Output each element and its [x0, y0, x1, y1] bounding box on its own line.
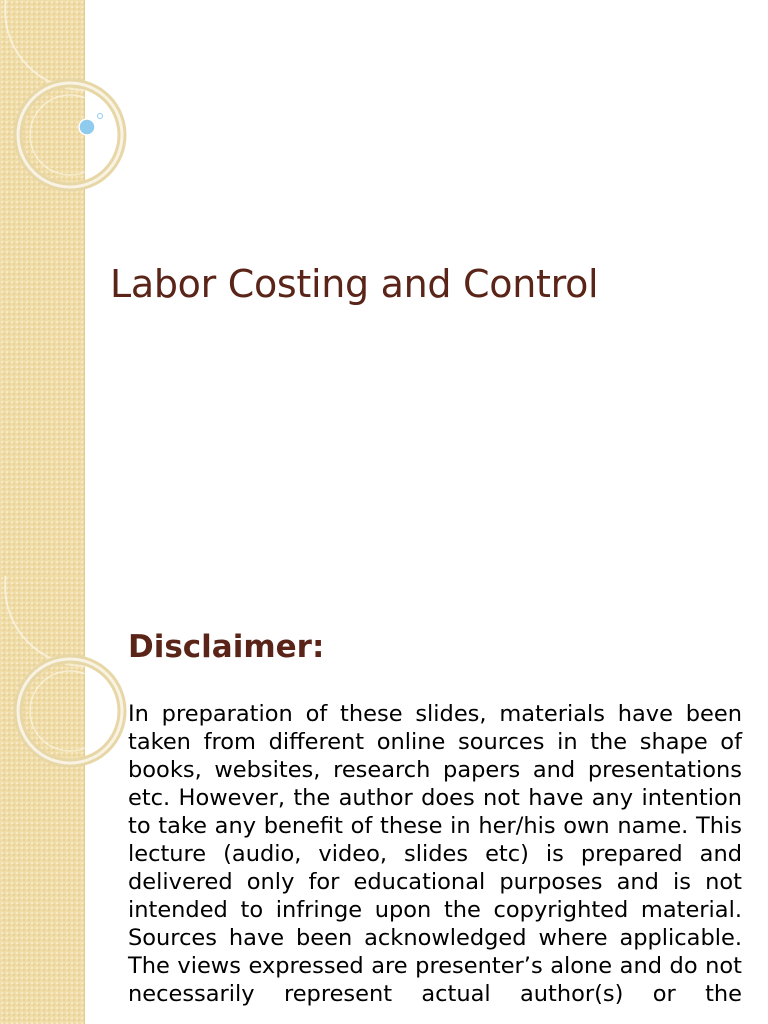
blue-bubble-icon [79, 119, 95, 135]
disclaimer-slide [0, 576, 768, 1024]
circle-rings-decoration-icon [0, 0, 110, 200]
slide-title: Labor Costing and Control [110, 262, 599, 306]
circle-rings-decoration-icon [0, 576, 110, 776]
disclaimer-body: In preparation of these slides, materials have been taken from different online sources in the shape of books, websites, research papers and presentations etc. However, the author does not have any intention to take any benefit of these in her/his own name. This lecture (audio, video, slides etc) is prepared and delivered only for educational purposes and is not intended to infringe upon the copyrighted material. Sources have been acknowledged where applicable. The views expressed are presenter’s alone and do not necessarily represent actual author(s) or the [128, 701, 742, 1007]
disclaimer-heading: Disclaimer: [128, 629, 325, 665]
